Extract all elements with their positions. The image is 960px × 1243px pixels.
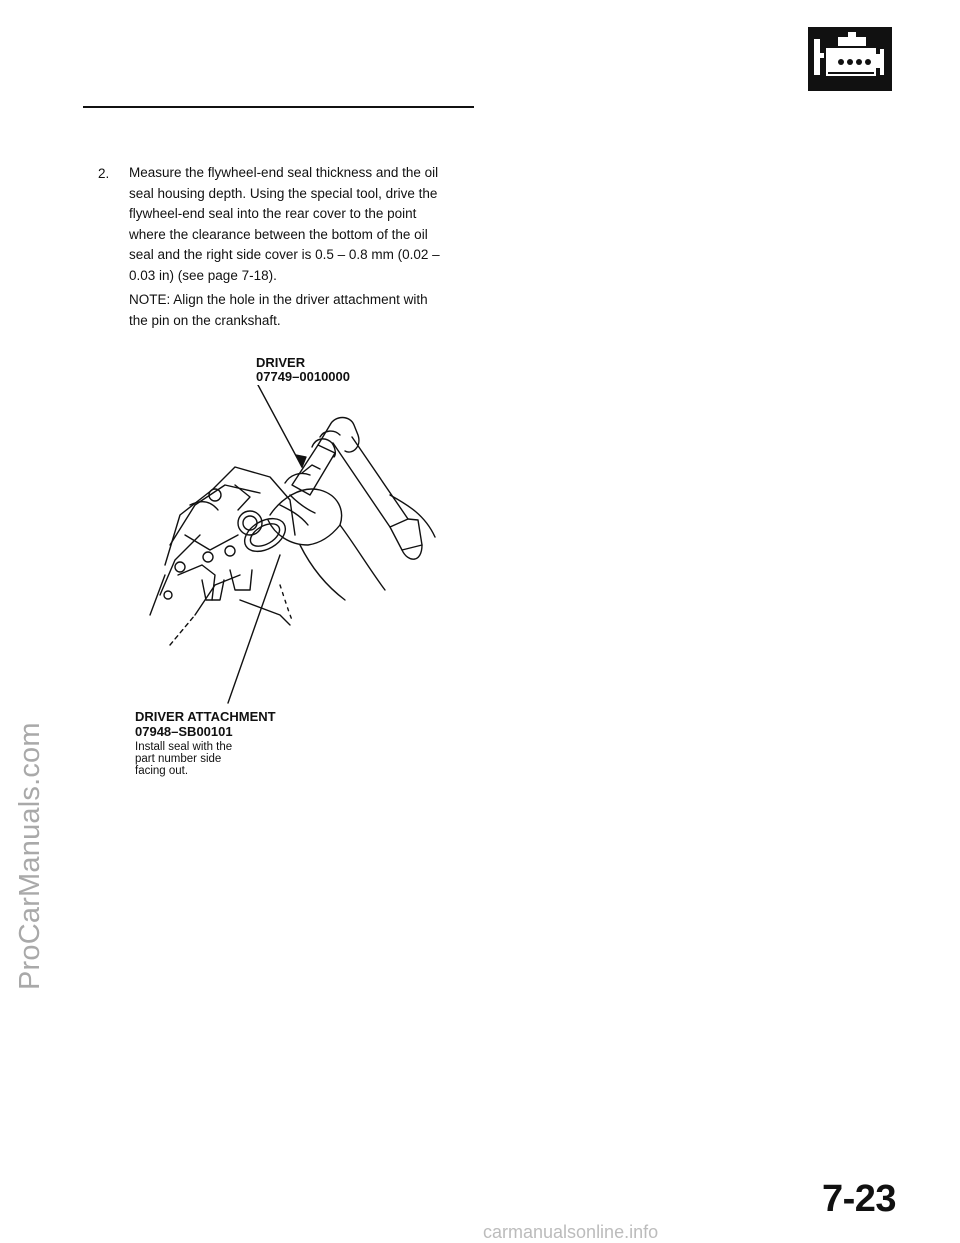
- attachment-note-line: Install seal with the: [135, 741, 233, 753]
- driver-label: DRIVER: [256, 355, 306, 370]
- attachment-label: DRIVER ATTACHMENT: [135, 709, 276, 724]
- note-line: NOTE: Align the hole in the driver attachment with: [129, 292, 428, 307]
- step-instruction: [129, 163, 461, 286]
- page-number: 7-23: [822, 1178, 897, 1220]
- engine-icon: [808, 27, 892, 91]
- step-line: where the clearance between the bottom of the oil: [129, 226, 428, 242]
- step-line: Measure the flywheel-end seal thickness and the oil: [129, 165, 439, 180]
- footer-watermark: carmanualsonline.info: [483, 1222, 659, 1242]
- step-line: 0.03 in) (see page 7-18).: [129, 267, 277, 283]
- attachment-note-line: part number side: [135, 753, 222, 765]
- step-line: flywheel-end seal into the rear cover to the point: [129, 206, 417, 221]
- note-line: the pin on the crankshaft.: [129, 312, 281, 328]
- driver-part-number: 07749–0010000: [256, 369, 350, 384]
- seal-installation-illustration: [140, 385, 440, 705]
- attachment-part-number: 07948–SB00101: [135, 724, 233, 739]
- step-number: 2.: [98, 166, 110, 181]
- note: [129, 290, 461, 331]
- step-line: seal housing depth. Using the special tool, drive the: [129, 185, 438, 201]
- attachment-note-line: facing out.: [135, 765, 189, 777]
- section-divider: [83, 106, 474, 108]
- side-watermark: ProCarManuals.com: [14, 722, 46, 990]
- step-line: seal and the right side cover is 0.5 – 0.8 mm (0.02 –: [129, 247, 440, 262]
